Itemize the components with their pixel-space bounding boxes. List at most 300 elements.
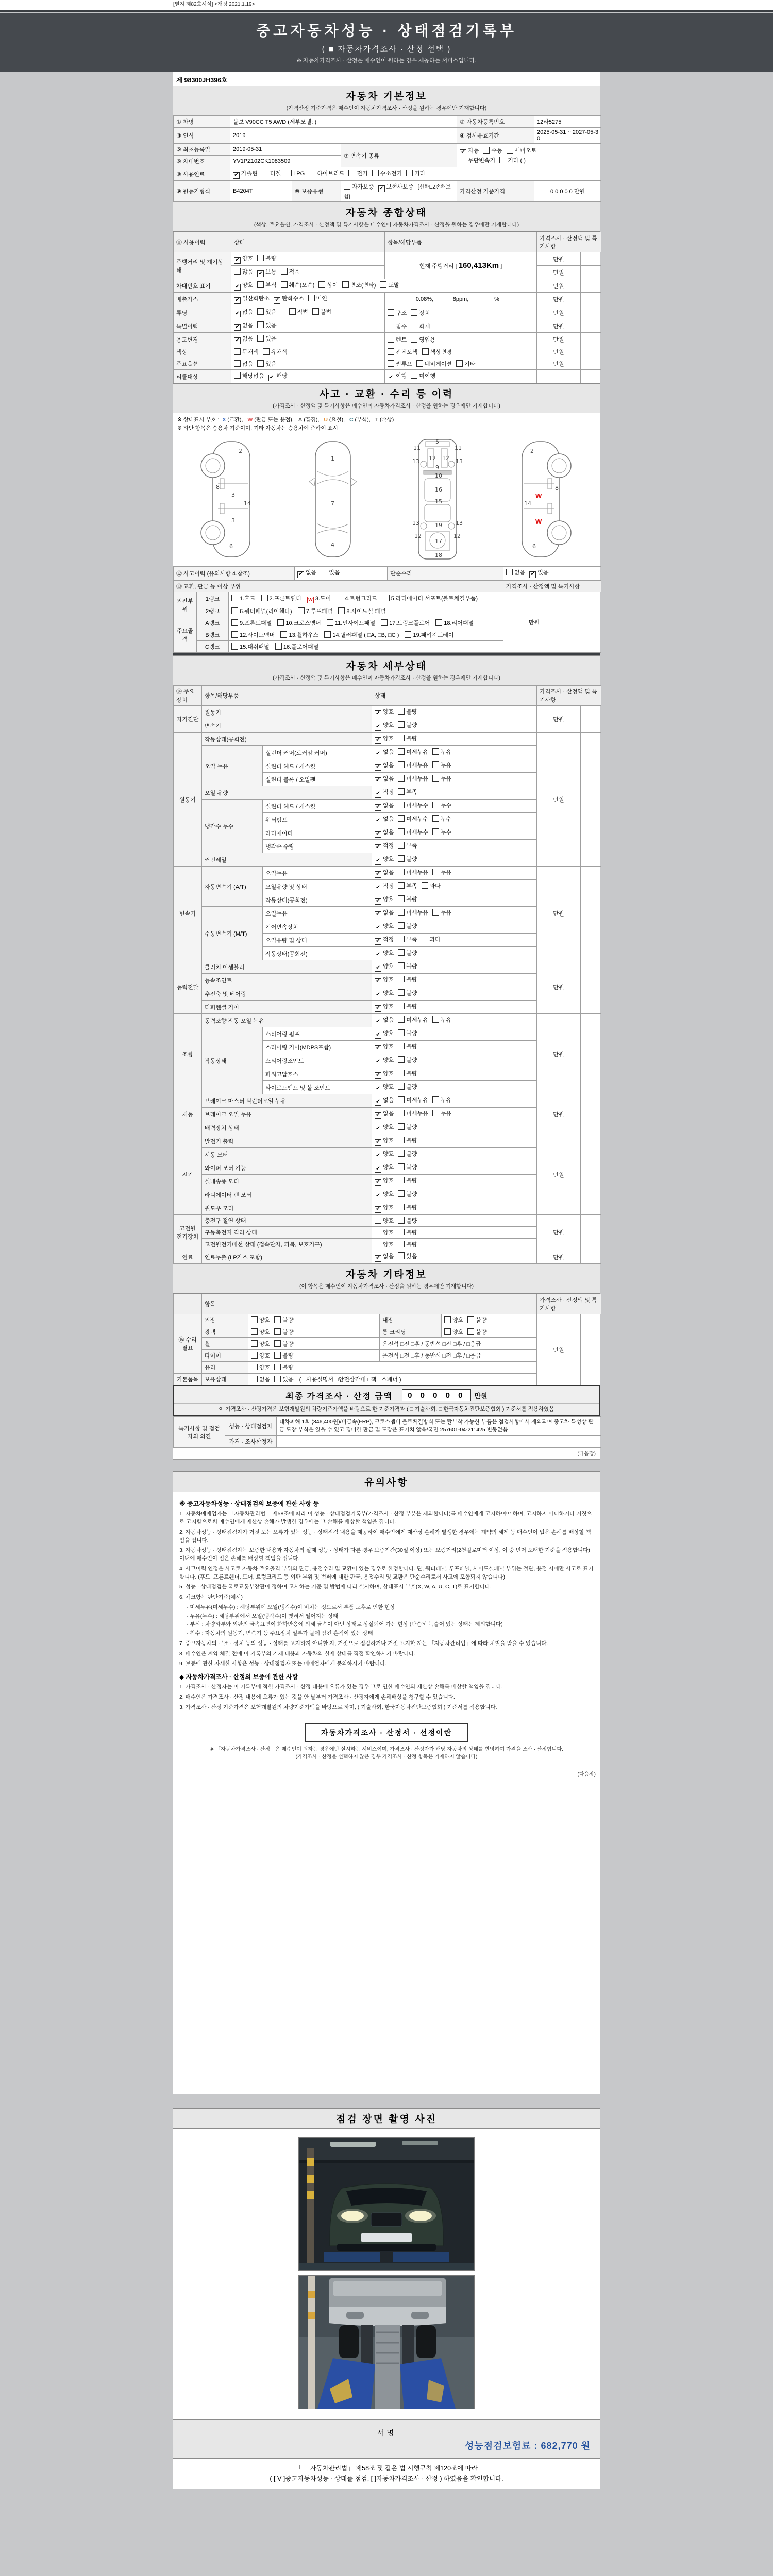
table-row (174, 1417, 601, 1436)
item-label: 라디에이터 팬 모터 (202, 1188, 372, 1201)
section-basic-info (173, 86, 600, 115)
empty-box-icon (375, 1229, 381, 1235)
svg-text:17: 17 (434, 538, 442, 545)
svg-text:1: 1 (331, 455, 335, 462)
checked-box-icon: ✔ (375, 952, 381, 958)
item-options (385, 358, 537, 370)
col-header: 상태 (372, 686, 537, 706)
checkbox-option: 불량 (398, 1163, 417, 1171)
checkbox-option: ✔ 양호 (375, 1069, 394, 1079)
report-subtitle: ( ■ 자동차가격조사 · 산정 선택 ) (322, 45, 451, 54)
col-header: 항목 (202, 1294, 537, 1314)
empty-box-icon (398, 1163, 405, 1170)
empty-box-icon (348, 170, 355, 176)
item-label: 수동변속기 (M/T) (202, 907, 263, 960)
checkbox-option: 불량 (398, 721, 417, 729)
empty-box-icon (398, 949, 405, 956)
state-options (372, 1201, 537, 1215)
item-options (385, 306, 537, 319)
col-header: 상태 (231, 232, 385, 252)
svg-text:10: 10 (434, 472, 442, 479)
part-list (229, 629, 503, 641)
note-cell (581, 293, 601, 306)
checkbox-option: ✔ 양호 (375, 855, 394, 865)
empty-box-icon (234, 372, 241, 379)
checked-box-icon: ✔ (375, 1166, 381, 1173)
state-code: T (375, 417, 379, 423)
checkbox-option: 누유 (432, 748, 451, 756)
checked-box-icon: ✔ (375, 1153, 381, 1159)
item-label: 외장 (202, 1314, 248, 1326)
empty-box-icon (398, 1204, 405, 1210)
checkbox-option: ✔ 가솔린 (233, 169, 258, 179)
fuel-options (230, 167, 601, 181)
checkbox-option: 화재 (411, 322, 430, 330)
svg-text:8: 8 (555, 485, 559, 492)
checkbox-option: 미세누유 (398, 868, 428, 876)
svg-text:14: 14 (243, 500, 251, 507)
empty-box-icon (398, 828, 405, 835)
col-header: 항목/해당부품 (202, 686, 372, 706)
part-checkbox: 10.크로스멤버 (277, 619, 321, 627)
notice-item: 5. 성능 · 상태점검은 국토교통부장관이 정하여 고시하는 기준 및 방법에 따라 실시하며, 상태표시 부호(X, W, A, U, C, T)로 표기합니다. (179, 1584, 492, 1590)
part-list (229, 605, 503, 617)
opinion-label: 특기사항 및 점검자의 의견 (174, 1417, 225, 1448)
empty-box-icon (432, 869, 439, 875)
etc-info-table (173, 1294, 601, 1385)
checkbox-option: 부족 (398, 935, 417, 943)
item-label: 구동축전지 격리 상태 (202, 1227, 372, 1239)
checkbox-option: ✔ 양호 (375, 1136, 394, 1146)
basic-title: 자동차 기본정보 (346, 91, 427, 102)
section-overall-state (173, 202, 600, 232)
checkbox-option: ✔ 없음 (375, 828, 394, 838)
checkbox-option: 불량 (398, 1056, 417, 1064)
checked-box-icon: ✔ (297, 571, 304, 578)
part-label: 냉각수 수량 (263, 840, 372, 853)
checkbox-option: 있음 (321, 568, 340, 577)
state-code: C (349, 417, 354, 423)
device-group-label: 원동기 (174, 733, 202, 867)
use-history-label: 주행거리 및 계기상태 (174, 252, 231, 279)
checked-box-icon: ✔ (375, 777, 381, 784)
empty-box-icon (411, 309, 417, 316)
empty-box-icon (398, 869, 405, 875)
checkbox-option: ✔ 양호 (234, 281, 253, 291)
part-checkbox: 6.쿼터패널(리어휀다) (231, 607, 292, 615)
checkbox-option: 불량 (398, 1240, 417, 1248)
state-code: W (247, 417, 253, 423)
notice-subitem: - 침수 : 자동차의 원동기, 변속기 등 주요장치 일부가 물에 잠긴 흔적이 있는 상태 (187, 1630, 373, 1637)
state-options (442, 1326, 537, 1338)
overall-row (174, 358, 601, 370)
empty-box-icon (444, 1328, 451, 1335)
detail-row (174, 1250, 601, 1264)
checkbox-option: 누유 (432, 868, 451, 876)
part-list (229, 617, 503, 629)
field-label: ④ 검사유효기간 (457, 128, 534, 144)
device-group-label: 자기진단 (174, 706, 202, 733)
empty-box-icon (285, 170, 292, 176)
checkbox-option: ✔ 양호 (375, 1123, 394, 1132)
final-price-box (173, 1385, 600, 1416)
empty-box-icon (398, 735, 405, 741)
price-cell: 만원 (537, 358, 581, 370)
empty-box-icon (398, 1177, 405, 1183)
svg-text:3: 3 (231, 492, 235, 498)
accident-parts-table (173, 580, 601, 653)
checkbox-option: 과다 (422, 935, 441, 943)
checked-box-icon: ✔ (375, 1086, 381, 1092)
notice-item: 7. 중고자동차의 구조 · 장치 등의 성능 · 상태를 고지하지 아니한 자, 거짓으로 점검하거나 거짓 고지한 자는 「자동차관리법」에 따라 처벌을 받을 수 있습니다. (179, 1640, 548, 1647)
price-cell: 만원 (537, 867, 581, 960)
state-options (372, 1041, 537, 1054)
detail-row (174, 1215, 601, 1227)
checkbox-option: 수소전기 (372, 169, 402, 177)
inspection-insurance-fee: 성능점검보험료 : 682,770 원 (464, 2441, 591, 2451)
detail-row (174, 960, 601, 974)
empty-box-icon (321, 569, 327, 575)
checkbox-option: 양호 (375, 1216, 394, 1225)
checked-box-icon: ✔ (233, 172, 240, 179)
empty-box-icon (263, 348, 270, 355)
empty-box-icon (372, 170, 379, 176)
svg-text:5: 5 (435, 438, 439, 445)
empty-box-icon (422, 936, 428, 942)
top-divider (0, 10, 773, 12)
state-options (372, 920, 537, 934)
state-options (372, 1014, 537, 1027)
checkbox-option: ✔ 양호 (234, 254, 253, 264)
state-options (248, 1362, 537, 1374)
svg-text:6: 6 (532, 543, 536, 550)
checkbox-option: 누유 (432, 1015, 451, 1024)
empty-box-icon (398, 815, 405, 822)
checkbox-option: ✔ 양호 (375, 895, 394, 905)
empty-box-icon (398, 802, 405, 808)
part-label: 작동상태(공회전) (263, 947, 372, 960)
checkbox-option: 불량 (274, 1363, 293, 1371)
state-options (248, 1314, 380, 1326)
field-label: ⑧ 사용연료 (174, 167, 230, 181)
checkbox-option: 훼손(오손) (281, 281, 315, 289)
legend-note: ※ 하단 항목은 승용차 기준이며, 기타 자동차는 승용차에 준하여 표시 (177, 425, 338, 431)
price-cell: 만원 (537, 1215, 581, 1250)
form-reference: [별지 제82호서식] <개정 2021.1.19> (0, 0, 773, 10)
etc-title: 자동차 기타정보 (346, 1269, 427, 1280)
basic-info-table (173, 115, 601, 202)
item-label: 오일 누유 (202, 746, 263, 786)
item-label: 타이어 (202, 1350, 248, 1362)
checkbox-option: 없음 (251, 1375, 270, 1383)
state-options (372, 1188, 537, 1201)
checkbox-option: ✔ 보험사보증 (378, 182, 414, 192)
overall-row (174, 279, 601, 293)
section-photos (173, 2108, 600, 2129)
item-label: 보유상태 (202, 1374, 248, 1385)
checkbox-option: 불량 (398, 1042, 417, 1050)
col-header: 가격조사 · 산정액 및 특기사항 (537, 232, 601, 252)
part-label: 실린더 헤드 / 개스킷 (263, 759, 372, 773)
note-cell (581, 1014, 601, 1094)
checkbox-option: 불량 (398, 707, 417, 716)
device-group-label: 연료 (174, 1250, 202, 1264)
note-cell (581, 1250, 601, 1264)
price-cell: 만원 (537, 279, 581, 293)
state-options (231, 293, 385, 306)
part-checkbox: 1.후드 (231, 594, 255, 602)
field-label: 가격산정 기준가격 (457, 181, 534, 202)
checkbox-option: 미세누유 (398, 908, 428, 917)
item-label: 원동기 (202, 706, 372, 719)
checked-box-icon: ✔ (375, 885, 381, 891)
part-checkbox: 9.프론트패널 (231, 619, 272, 627)
car-name: 볼보 V90CC T5 AWD (세부모델: ) (230, 116, 457, 128)
empty-box-icon (388, 348, 394, 355)
note-cell (581, 867, 601, 960)
inspector-role: 성능 · 상태점검자 (225, 1417, 277, 1436)
empty-box-icon (406, 170, 413, 176)
rank-label: 1랭크 (197, 592, 229, 605)
item-label: 휠 (202, 1338, 248, 1350)
empty-box-icon (251, 1328, 258, 1335)
rank-label: 2랭크 (197, 605, 229, 617)
use-history-label: 용도변경 (174, 333, 231, 346)
note-cell (565, 592, 601, 653)
checkbox-option: 불량 (467, 1316, 486, 1324)
table-row (174, 116, 601, 128)
empty-box-icon (274, 1340, 281, 1347)
field-label: ③ 연식 (174, 128, 230, 144)
part-label: 작동상태(공회전) (263, 893, 372, 907)
checkbox-option: 불량 (398, 1203, 417, 1211)
front-lift-photo (298, 2137, 475, 2271)
notice-item: 1. 자동차매매업자는 「자동차관리법」 제58조에 따라 이 성능 · 상태점검기록부(가격조사 · 산정 부분은 제외합니다)를 매수인에게 고지하여야 하며, 고지하지 아니하거나 거짓으로 고지함으로써 매수인에게 재산상 손해가 발생한 경우에는 그 손해를 배상할 책임을 집니다. (179, 1511, 592, 1526)
notice-title: 유의사항 (364, 1477, 409, 1488)
checked-box-icon: ✔ (234, 311, 241, 317)
state-options (372, 1175, 537, 1188)
svg-text:4: 4 (331, 541, 335, 548)
checkbox-option: ✔ 양호 (375, 1163, 394, 1173)
empty-box-icon (507, 147, 513, 154)
field-label: ⑤ 최초등록일 (174, 144, 230, 156)
empty-box-icon (257, 255, 264, 261)
empty-box-icon (398, 922, 405, 929)
empty-box-icon (398, 708, 405, 715)
checked-box-icon: ✔ (375, 818, 381, 824)
empty-box-icon (398, 788, 405, 795)
checkbox-option: 양호 (444, 1316, 463, 1324)
overall-row (174, 370, 601, 383)
part-label: 타이로드엔드 및 볼 조인트 (263, 1081, 372, 1094)
checkbox-option: ✔ 양호 (375, 989, 394, 998)
checkbox-option: 불량 (398, 1082, 417, 1091)
part-checkbox: 11.인사이드패널 (327, 619, 375, 627)
checkbox-option: 네비게이션 (416, 360, 452, 368)
svg-text:12: 12 (414, 533, 422, 539)
inspector-opinion: 내차피해 1회 (346,400원)/비금속(FRP), 크로스멤버 볼트체결방식 또는 탈부착 가능한 부품은 점검사항에서 제외되며 중고차 특성상 판금 도장 부식은 있을 수 있고 경미한 판금 및 도장은 표기치 않음/국민 257601-04-211425 변동없음 (277, 1417, 601, 1436)
checkbox-option: ✔ 자동 (460, 146, 479, 156)
svg-text:11: 11 (413, 445, 421, 451)
checkbox-option: 전체도색 (388, 348, 418, 356)
checkbox-option: ✔ 양호 (375, 948, 394, 958)
checkbox-option: 미세누유 (398, 774, 428, 783)
item-label: 브레이크 오일 누유 (202, 1108, 372, 1121)
part-checkbox: 16.플로어패널 (275, 642, 318, 651)
use-history-label: 색상 (174, 346, 231, 358)
item-label: 클러치 어셈블리 (202, 960, 372, 974)
price-cell: 만원 (503, 592, 565, 653)
current-mileage: 현재 주행거리 [ 160,413Km ] (385, 252, 537, 279)
svg-text:12: 12 (428, 455, 436, 462)
price-cell: 만원 (537, 293, 581, 306)
panel-group-label: 주요골격 (174, 617, 197, 653)
state-options (372, 773, 537, 786)
checkbox-option: ✔ 있음 (529, 568, 548, 578)
state-options (372, 1215, 537, 1227)
state-options (372, 934, 537, 947)
empty-box-icon (274, 1352, 281, 1359)
item-label: 자동변속기 (A/T) (202, 867, 263, 907)
checkbox-option: 부족 (398, 882, 417, 890)
price-cell: 만원 (537, 1134, 581, 1215)
field-label: ② 자동차등록번호 (457, 116, 534, 128)
empty-box-icon (398, 909, 405, 916)
etc-subtitle: (이 항목은 매수인이 자동차가격조사 · 산정을 원하는 경우에만 기재합니다) (299, 1283, 474, 1290)
part-label: 오일누유 (263, 907, 372, 920)
state-options (372, 974, 537, 987)
photos-title: 점검 장면 촬영 사진 (336, 2114, 437, 2125)
note-cell (581, 370, 601, 383)
empty-box-icon (234, 268, 241, 275)
use-history-label: 특별이력 (174, 319, 231, 333)
item-label: 윈도우 모터 (202, 1201, 372, 1215)
empty-box-icon (398, 1070, 405, 1076)
state-options (372, 759, 537, 773)
checkbox-option: 있음 (257, 321, 276, 329)
checkbox-option: ✔ 없음 (375, 1096, 394, 1106)
price-cell: 만원 (537, 1314, 581, 1385)
empty-box-icon (398, 775, 405, 782)
checkbox-option: 있음 (274, 1375, 293, 1383)
checkbox-option: 누수 (432, 815, 451, 823)
col-header: ⑪ 사용이력 (174, 232, 231, 252)
checkbox-option: 누유 (432, 774, 451, 783)
checkbox-option: 불량 (398, 1216, 417, 1225)
checkbox-option: ✔ 없음 (375, 868, 394, 878)
empty-box-icon (281, 268, 288, 275)
empty-box-icon (432, 815, 439, 822)
svg-text:9: 9 (435, 464, 439, 471)
notice-item: 2. 매수인은 가격조사 · 산정 내용에 오류가 있는 것을 안 날부터 가격조사 · 산정자에게 손해배상을 청구할 수 있습니다. (179, 1693, 455, 1700)
rank-label: B랭크 (197, 629, 229, 641)
empty-box-icon (398, 976, 405, 982)
empty-box-icon (432, 748, 439, 755)
checkbox-option: 불량 (257, 254, 276, 262)
item-label: 변속기 (202, 719, 372, 733)
empty-box-icon (398, 1003, 405, 1009)
checkbox-option: 매연 (308, 294, 327, 302)
checked-box-icon: ✔ (375, 791, 381, 798)
use-history-label: 배출가스 (174, 293, 231, 306)
state-options (248, 1350, 380, 1362)
item-label: 작동상태 (202, 1027, 263, 1094)
checked-box-icon: ✔ (375, 751, 381, 757)
checked-box-icon: ✔ (388, 375, 394, 381)
checked-box-icon: ✔ (375, 978, 381, 985)
part-label: 실린더 헤드 / 개스킷 (263, 800, 372, 813)
checkbox-option: 양호 (444, 1328, 463, 1336)
checked-box-icon: ✔ (375, 831, 381, 838)
state-options (442, 1314, 537, 1326)
notice-item: 3. 가격조사 · 산정 기준가격은 보험개발원의 차량기준가액을 바탕으로 하며, ( 기술사회, 한국자동차진단보증협회 ) 기준서를 적용합니다. (179, 1704, 497, 1710)
checked-box-icon: ✔ (375, 1193, 381, 1199)
price-cell: 만원 (537, 319, 581, 333)
empty-box-icon (467, 1328, 474, 1335)
item-label: 연료누출 (LP가스 포함) (202, 1250, 372, 1264)
col-header: 가격조사 · 산정액 및 특기사항 (503, 581, 601, 592)
state-options (372, 1094, 537, 1108)
table-row (174, 144, 601, 156)
checked-box-icon: ✔ (375, 1005, 381, 1012)
checkbox-option: 불량 (398, 1123, 417, 1131)
checked-box-icon: ✔ (375, 804, 381, 811)
checked-box-icon: ✔ (375, 1032, 381, 1039)
empty-box-icon (388, 323, 394, 329)
checkbox-option: 세미오토 (507, 146, 537, 155)
field-label: ⑩ 보증유형 (292, 181, 341, 202)
state-options (372, 813, 537, 826)
checkbox-option: 양호 (375, 1240, 394, 1248)
checkbox-option: 전기 (348, 169, 367, 177)
checkbox-option: 불량 (274, 1351, 293, 1360)
final-price-value: 0 0 0 0 0 (402, 1389, 471, 1401)
state-options (372, 1227, 537, 1239)
empty-box-icon (398, 842, 405, 849)
checkbox-option: 양호 (251, 1340, 270, 1348)
empty-box-icon (257, 360, 264, 367)
empty-box-icon (411, 372, 417, 379)
empty-box-icon (309, 170, 315, 176)
next-page-marker: (다음장) (577, 1772, 596, 1778)
checked-box-icon: ✔ (375, 1059, 381, 1065)
notice-item: 6. 체크항목 판단기준(예시) (179, 1594, 243, 1601)
notice-item: 3. 자동차성능 · 상태점검자는 보증한 내용과 자동차의 실제 성능 · 상태가 다른 경우 보증기간(30일 이상) 또는 보증거리(2천킬로미터 이상, 이 중 먼저 도래한 기준을 적용합니다) 이내에 매수인이 입은 손해를 배상할 책임을 집니다. (179, 1547, 590, 1562)
part-checkbox: 8.사이드실 패널 (338, 607, 385, 615)
final-price-label: 최종 가격조사 · 산정 금액 (285, 1392, 393, 1401)
svg-text:19: 19 (434, 522, 442, 529)
notice-heading: ※ 중고자동차성능 · 상태점검의 보증에 관한 사항 등 (179, 1500, 319, 1508)
part-checkbox: 17.트렁크플로어 (381, 619, 430, 627)
accident-history-options (295, 567, 388, 580)
detail-row (174, 733, 601, 746)
empty-box-icon (251, 1340, 258, 1347)
checkbox-option: ✔ 없음 (375, 1015, 394, 1025)
svg-text:8: 8 (215, 484, 220, 490)
checkbox-option: 미세누수 (398, 815, 428, 823)
detail-state-table (173, 685, 601, 1264)
page-3 (173, 2108, 600, 2489)
detail-row (174, 867, 601, 880)
overall-row (174, 319, 601, 333)
svg-text:11: 11 (454, 445, 462, 451)
empty-box-icon (398, 895, 405, 902)
checkbox-option: ✔ 양호 (375, 1042, 394, 1052)
position-options: 운전석 □전 □후 / 동반석 □전 □후 / □응급 (380, 1350, 537, 1362)
empty-box-icon (398, 1056, 405, 1063)
item-options (385, 319, 537, 333)
empty-box-icon (274, 1328, 281, 1335)
